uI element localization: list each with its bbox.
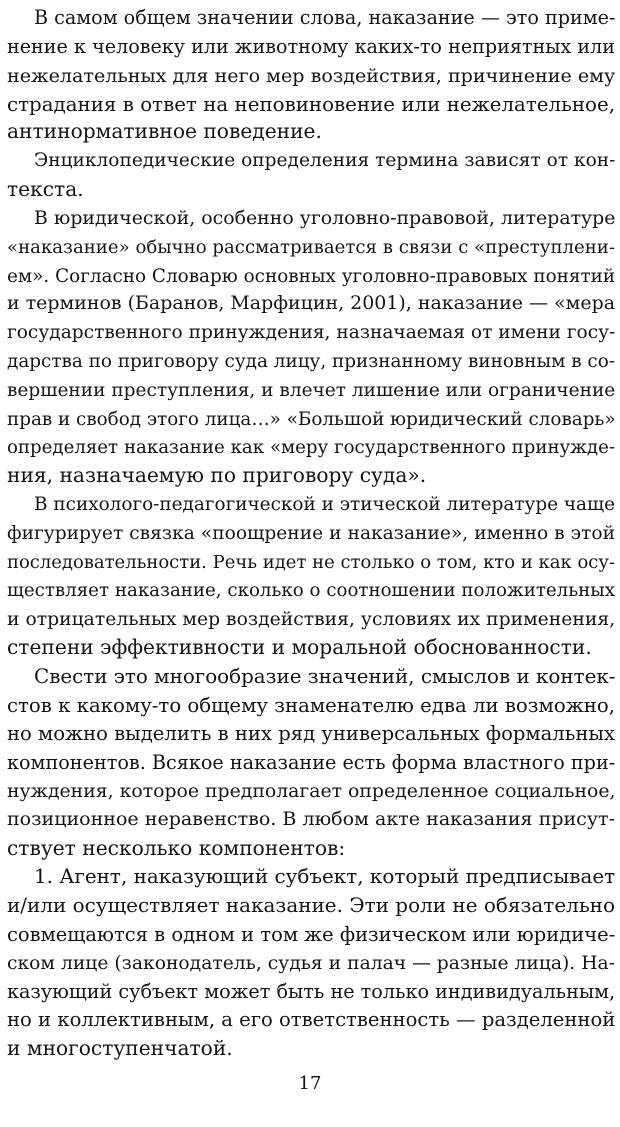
text-line: нение к человеку или животному каких-то неприятных или — [7, 34, 615, 58]
text-line: нежелательных для него мер воздействия, причинение ему — [7, 63, 616, 87]
text-line: В юридической, особенно уголовно-правовой, литературе — [34, 206, 616, 229]
text-line: текста. — [7, 177, 84, 201]
text-line: совмещаются в одном и том же физическом или юридиче- — [7, 922, 616, 946]
text-line: ствует несколько компонентов: — [7, 836, 346, 861]
text-line: стов к какому-то общему знаменателю едва ли возможно, — [7, 694, 616, 717]
text-line: ском лице (законодатель, судья и палач — разные лица). На- — [7, 952, 615, 974]
page-number: 17 — [298, 1073, 322, 1094]
text-line: В психолого-педагогической и этической литературе чаще — [34, 494, 616, 516]
text-line: последовательности. Речь идет не столько о том, кто и как осу- — [7, 551, 615, 573]
text-line: компонентов. Всякое наказание есть форма властного при- — [7, 750, 616, 774]
text-line: определяет наказание как «меру государственного принужде- — [7, 436, 615, 458]
text-line: и отрицательных мер воздействия, условиях их применения, — [7, 608, 616, 630]
text-line: и/или осуществляет наказание. Эти роли не обязательно — [7, 892, 615, 917]
text-line: 1. Агент, наказующий субъект, который предписывает — [34, 865, 616, 889]
text-line: прав и свобод этого лица…» «Большой юридический словарь» — [7, 408, 616, 430]
text-line: и многоступенчатой. — [7, 1036, 233, 1061]
text-line: и терминов (Баранов, Марфицин, 2001), наказание — «мера — [7, 292, 615, 315]
text-line: ния, назначаемую по приговору суда». — [7, 463, 427, 488]
text-line: фигурирует связка «поощрение и наказание», именно в этой — [7, 523, 615, 544]
text-line: нуждения, которое предполагает определенное социальное, — [7, 780, 616, 802]
text-line: казующий субъект может быть не только индивидуальным, — [7, 980, 616, 1004]
text-line: страдания в ответ на неповиновение или нежелательное, — [7, 92, 615, 116]
text-line: антинормативное поведение. — [7, 119, 322, 144]
text-line: степени эффективности и моральной обоснованности. — [7, 635, 592, 660]
text-line: Свести это многообразие значений, смыслов и контек- — [34, 665, 616, 689]
text-line: ществляет наказание, сколько о соотношении положительных — [7, 579, 615, 601]
text-line: В самом общем значении слова, наказание — это приме- — [34, 6, 616, 29]
text-line: но и коллективным, а его ответственность — разделенной — [7, 1008, 616, 1032]
text-line: «наказание» обычно рассматривается в связи с «преступлени- — [7, 236, 615, 258]
text-line: дарства по приговору суда лицу, признанному виновным в со- — [7, 351, 615, 372]
text-line: но можно выделить в них ряд универсальных формальных — [7, 721, 616, 745]
text-line: вершении преступления, и влечет лишение или ограничение — [7, 379, 616, 401]
text-line: позиционное неравенство. В любом акте наказания присут- — [7, 808, 615, 831]
text-line: Энциклопедические определения термина зависят от кон- — [34, 150, 616, 172]
text-line: государственного принуждения, назначаемая от имени госу- — [7, 322, 616, 344]
text-line: ем». Согласно Словарю основных уголовно-правовых понятий — [7, 265, 616, 287]
